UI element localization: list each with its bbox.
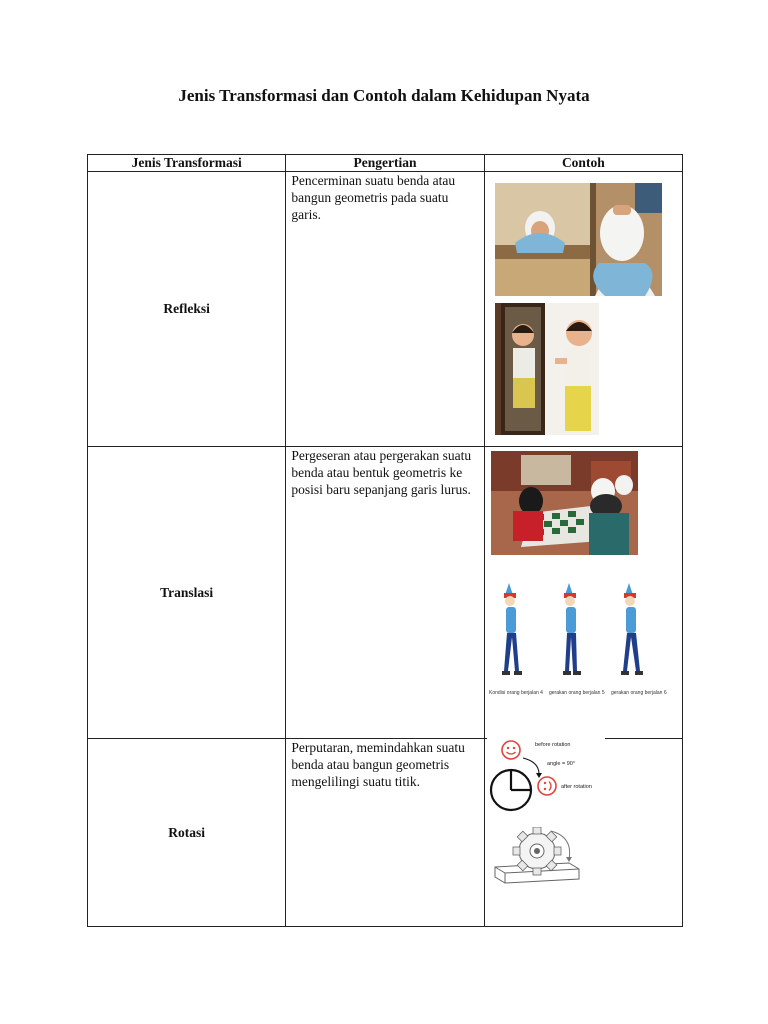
- cell-pengertian-translasi: Pergeseran atau pergerakan suatu benda atau bentuk geometris ke posisi baru sepanjang garis lurus.: [286, 447, 484, 739]
- table-row-translasi: [88, 447, 683, 739]
- gear-icon: [513, 827, 561, 875]
- cell-contoh-rotasi: [484, 739, 682, 927]
- cell-jenis-rotasi: Rotasi: [88, 739, 286, 927]
- walking-figures-illustration: [489, 581, 677, 709]
- transformation-table: [87, 154, 683, 927]
- label-after-rotation: after rotation: [560, 784, 592, 790]
- smiley-before-icon: [502, 741, 520, 759]
- walking-figure-3: [621, 583, 643, 675]
- table-row-rotasi: [88, 739, 683, 927]
- table-row-refleksi: [88, 172, 683, 447]
- mirror-hijab-photo: [495, 183, 662, 296]
- header-jenis: Jenis Transformasi: [88, 155, 286, 172]
- smiley-after-icon: [538, 777, 556, 795]
- walking-caption-1: Kondisi orang berjalan 4: [488, 690, 543, 696]
- header-contoh: Contoh: [484, 155, 682, 172]
- cell-jenis-translasi: Translasi: [88, 447, 286, 739]
- cell-jenis-refleksi: Refleksi: [88, 172, 286, 447]
- cell-contoh-refleksi: [484, 172, 682, 447]
- table-header-row: [88, 155, 683, 172]
- smiley-rotation-diagram: [487, 736, 605, 812]
- walking-figure-1: [502, 583, 522, 675]
- gear-rotation-sketch: [491, 827, 583, 895]
- header-pengertian: Pengertian: [286, 155, 484, 172]
- mirror-child-photo: [495, 303, 599, 435]
- walking-figure-2: [563, 583, 581, 675]
- walking-caption-2: gerakan orang berjalan 5: [548, 690, 605, 696]
- cell-pengertian-rotasi: Perputaran, memindahkan suatu benda atau bangun geometris mengelilingi suatu titik.: [286, 739, 484, 927]
- page-title: Jenis Transformasi dan Contoh dalam Kehidupan Nyata: [178, 86, 590, 105]
- label-angle: angle = 90°: [546, 761, 575, 767]
- cell-contoh-translasi: [484, 447, 682, 739]
- chess-players-photo: [491, 451, 638, 555]
- label-before-rotation: before rotation: [534, 742, 571, 748]
- walking-caption-3: gerakan orang berjalan 6: [610, 690, 667, 696]
- cell-pengertian-refleksi: Pencerminan suatu benda atau bangun geometris pada suatu garis.: [286, 172, 484, 447]
